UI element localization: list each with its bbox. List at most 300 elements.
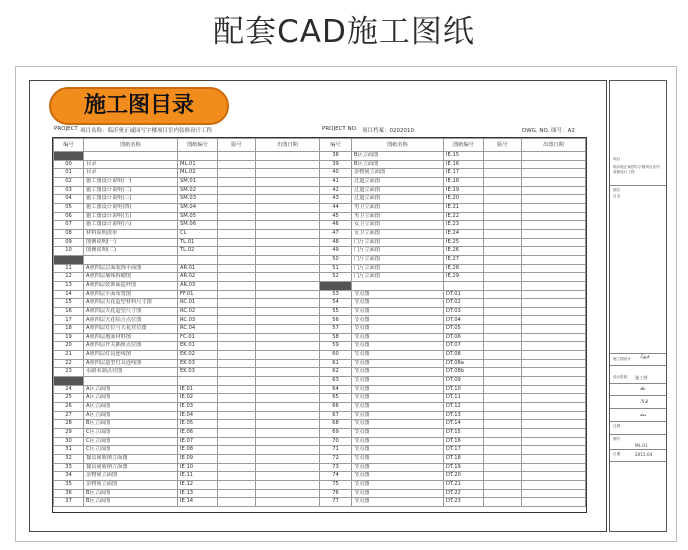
tb-company: 施工图设计 bbox=[613, 357, 631, 361]
row-date bbox=[522, 394, 586, 403]
row-date bbox=[256, 463, 320, 472]
row-drawing-name: 门厅立面图 bbox=[352, 238, 444, 247]
row-drawing-code: TL.01 bbox=[178, 238, 218, 247]
index-table-right bbox=[319, 138, 586, 507]
row-number: 01 bbox=[54, 169, 84, 178]
row-number: 65 bbox=[320, 394, 352, 403]
row-number: 09 bbox=[54, 238, 84, 247]
row-version bbox=[484, 169, 522, 178]
row-date bbox=[256, 212, 320, 221]
row-drawing-name: 过道立面图 bbox=[352, 195, 444, 204]
table-row bbox=[320, 446, 586, 455]
row-date bbox=[256, 152, 320, 161]
row-drawing-name: 节点图 bbox=[352, 489, 444, 498]
row-date bbox=[522, 169, 586, 178]
row-version bbox=[484, 472, 522, 481]
row-drawing-name: 过道立面图 bbox=[352, 177, 444, 186]
row-version bbox=[484, 446, 522, 455]
row-drawing-name: 女卫立面图 bbox=[352, 229, 444, 238]
table-row bbox=[54, 411, 320, 420]
row-version bbox=[218, 316, 256, 325]
row-drawing-code: IE.01 bbox=[178, 385, 218, 394]
row-drawing-code: DT.23 bbox=[444, 498, 484, 507]
row-version bbox=[218, 160, 256, 169]
row-number: 44 bbox=[320, 203, 352, 212]
row-drawing-name: A座四层灯具连线图 bbox=[84, 351, 178, 360]
row-number: 66 bbox=[320, 403, 352, 412]
row-drawing-name: 门厅立面图 bbox=[352, 247, 444, 256]
row-drawing-code: DT.22 bbox=[444, 489, 484, 498]
tb-drawing-no-value: ML.01 bbox=[635, 443, 648, 448]
row-number: 45 bbox=[320, 212, 352, 221]
row-drawing-code: FF.01 bbox=[178, 290, 218, 299]
row-number: 22 bbox=[54, 359, 84, 368]
row-date bbox=[522, 377, 586, 386]
row-date bbox=[256, 377, 320, 386]
row-date bbox=[522, 498, 586, 507]
row-drawing-code: DT.19 bbox=[444, 463, 484, 472]
table-row bbox=[320, 368, 586, 377]
row-drawing-code: IE.12 bbox=[178, 480, 218, 489]
row-date bbox=[256, 325, 320, 334]
row-drawing-name: 材料说明清单 bbox=[84, 229, 178, 238]
row-date bbox=[522, 316, 586, 325]
row-date bbox=[256, 359, 320, 368]
row-drawing-code: IE.25 bbox=[444, 238, 484, 247]
row-date bbox=[256, 368, 320, 377]
table-row bbox=[54, 264, 320, 273]
table-row bbox=[54, 385, 320, 394]
col-header-name: 图纸名称 bbox=[352, 139, 444, 152]
table-row bbox=[54, 212, 320, 221]
row-drawing-name: 节点图 bbox=[352, 290, 444, 299]
row-drawing-code: EK.02 bbox=[178, 351, 218, 360]
row-drawing-code: IE.07 bbox=[178, 437, 218, 446]
row-date bbox=[256, 255, 320, 264]
row-version bbox=[484, 281, 522, 290]
row-drawing-name: A区立面图 bbox=[84, 411, 178, 420]
row-date bbox=[256, 316, 320, 325]
row-date bbox=[256, 472, 320, 481]
row-drawing-code: IE.19 bbox=[444, 186, 484, 195]
table-row bbox=[320, 429, 586, 438]
row-date bbox=[256, 307, 320, 316]
row-version bbox=[484, 385, 522, 394]
row-drawing-code: DT.07 bbox=[444, 342, 484, 351]
table-row bbox=[54, 429, 320, 438]
row-version bbox=[218, 212, 256, 221]
row-number: 59 bbox=[320, 342, 352, 351]
row-drawing-name: 杂物间立面图 bbox=[352, 169, 444, 178]
row-number: 55 bbox=[320, 307, 352, 316]
row-date bbox=[256, 177, 320, 186]
header-project-no-label: PROJECT NO. bbox=[322, 126, 358, 132]
row-drawing-code: IE.15 bbox=[444, 152, 484, 161]
table-row bbox=[54, 255, 320, 264]
row-version bbox=[484, 333, 522, 342]
tb-drawing-value: 目录 bbox=[613, 194, 621, 198]
row-drawing-code: EK.01 bbox=[178, 342, 218, 351]
tb-date-value: 2015.04 bbox=[635, 452, 653, 457]
row-drawing-code: RC.02 bbox=[178, 307, 218, 316]
tb-divider bbox=[610, 461, 666, 462]
table-row bbox=[320, 385, 586, 394]
row-drawing-name: C区立面图 bbox=[84, 437, 178, 446]
row-number: 21 bbox=[54, 351, 84, 360]
row-number: 32 bbox=[54, 454, 84, 463]
row-version bbox=[218, 342, 256, 351]
header-project: PROJECT bbox=[54, 126, 78, 132]
row-number: 02 bbox=[54, 177, 84, 186]
row-number: 33 bbox=[54, 463, 84, 472]
row-drawing-code: IE.22 bbox=[444, 212, 484, 221]
row-drawing-name: 节点图 bbox=[352, 498, 444, 507]
header-project-no: 项目档案：0202010 bbox=[362, 128, 414, 134]
tb-project-label: 项目 bbox=[613, 157, 621, 161]
row-number: 12 bbox=[54, 273, 84, 282]
col-header-code: 图纸编号 bbox=[444, 139, 484, 152]
row-number: 13 bbox=[54, 281, 84, 290]
row-number: 06 bbox=[54, 212, 84, 221]
row-version bbox=[484, 480, 522, 489]
row-drawing-name: B区立面图 bbox=[352, 152, 444, 161]
row-drawing-name: A座四层总面装饰平面图 bbox=[84, 264, 178, 273]
table-row bbox=[54, 420, 320, 429]
row-number: 37 bbox=[54, 498, 84, 507]
row-drawing-name: 节点图 bbox=[352, 325, 444, 334]
table-row bbox=[320, 420, 586, 429]
row-drawing-code: DT.06 bbox=[444, 333, 484, 342]
row-drawing-name: 餐具间收纳立面图 bbox=[84, 463, 178, 472]
row-number: 70 bbox=[320, 437, 352, 446]
row-number: 54 bbox=[320, 299, 352, 308]
row-number: 35 bbox=[54, 480, 84, 489]
row-drawing-code: IE.03 bbox=[178, 403, 218, 412]
row-drawing-code: DT.18 bbox=[444, 454, 484, 463]
row-version bbox=[218, 463, 256, 472]
row-version bbox=[218, 385, 256, 394]
row-drawing-name: A座四层天花造型尺寸图 bbox=[84, 307, 178, 316]
table-row bbox=[320, 498, 586, 507]
table-row bbox=[320, 195, 586, 204]
row-number: 64 bbox=[320, 385, 352, 394]
table-row bbox=[54, 437, 320, 446]
row-number: 51 bbox=[320, 264, 352, 273]
tb-divider bbox=[610, 434, 666, 435]
row-drawing-name: 节点图 bbox=[352, 454, 444, 463]
table-row bbox=[320, 169, 586, 178]
row-number: 77 bbox=[320, 498, 352, 507]
table-row bbox=[320, 212, 586, 221]
table-row bbox=[320, 238, 586, 247]
row-drawing-name: 施工图设计说明(四) bbox=[84, 203, 178, 212]
table-row bbox=[320, 394, 586, 403]
row-number: 25 bbox=[54, 394, 84, 403]
row-drawing-code: SM.06 bbox=[178, 221, 218, 230]
row-version bbox=[218, 480, 256, 489]
row-date bbox=[522, 429, 586, 438]
row-drawing-name: 节点图 bbox=[352, 403, 444, 412]
row-drawing-code: DT.08 bbox=[444, 351, 484, 360]
row-drawing-code bbox=[178, 377, 218, 386]
row-drawing-name: 节点图 bbox=[352, 472, 444, 481]
table-row bbox=[54, 333, 320, 342]
row-drawing-code: DT.04 bbox=[444, 316, 484, 325]
table-row bbox=[54, 394, 320, 403]
row-drawing-name: B区立面图 bbox=[352, 160, 444, 169]
row-drawing-code: DT.21 bbox=[444, 480, 484, 489]
row-date bbox=[256, 420, 320, 429]
row-drawing-name: 门厅立面图 bbox=[352, 273, 444, 282]
row-version bbox=[484, 186, 522, 195]
row-drawing-code: IE.14 bbox=[178, 498, 218, 507]
tb-date-label: 日期 bbox=[613, 452, 621, 456]
row-date bbox=[256, 290, 320, 299]
row-drawing-name: 节点图 bbox=[352, 299, 444, 308]
row-drawing-name: A区立面图 bbox=[84, 394, 178, 403]
row-version bbox=[218, 359, 256, 368]
table-row bbox=[320, 186, 586, 195]
row-drawing-code: RC.04 bbox=[178, 325, 218, 334]
row-date bbox=[522, 229, 586, 238]
table-row bbox=[320, 342, 586, 351]
row-number: 42 bbox=[320, 186, 352, 195]
row-drawing-code: DT.02 bbox=[444, 299, 484, 308]
row-number: 11 bbox=[54, 264, 84, 273]
row-drawing-code: IE.23 bbox=[444, 221, 484, 230]
row-drawing-name: 餐具间收纳立面图 bbox=[84, 454, 178, 463]
row-number: 46 bbox=[320, 221, 352, 230]
row-number: 49 bbox=[320, 247, 352, 256]
row-date bbox=[522, 325, 586, 334]
row-version bbox=[218, 429, 256, 438]
table-row bbox=[54, 498, 320, 507]
col-header-date: 出图日期 bbox=[256, 139, 320, 152]
row-version bbox=[218, 203, 256, 212]
table-row bbox=[54, 472, 320, 481]
row-drawing-code: IE.20 bbox=[444, 195, 484, 204]
index-table-left bbox=[53, 138, 320, 507]
table-row bbox=[54, 238, 320, 247]
table-row bbox=[320, 325, 586, 334]
row-date bbox=[522, 454, 586, 463]
row-number bbox=[54, 255, 84, 264]
row-drawing-code: SM.02 bbox=[178, 186, 218, 195]
row-date bbox=[256, 437, 320, 446]
row-drawing-name: 节点图 bbox=[352, 463, 444, 472]
row-version bbox=[218, 247, 256, 256]
row-version bbox=[218, 221, 256, 230]
row-drawing-name: 目录 bbox=[84, 169, 178, 178]
table-row bbox=[320, 307, 586, 316]
table-row bbox=[54, 359, 320, 368]
row-drawing-name bbox=[352, 281, 444, 290]
row-number: 08 bbox=[54, 229, 84, 238]
row-number: 05 bbox=[54, 203, 84, 212]
title-block bbox=[609, 80, 667, 532]
row-drawing-code: DT.08a bbox=[444, 359, 484, 368]
table-row bbox=[54, 247, 320, 256]
row-version bbox=[484, 264, 522, 273]
row-version bbox=[484, 403, 522, 412]
row-drawing-code: IE.02 bbox=[178, 394, 218, 403]
row-drawing-name: 施工图设计说明(一) bbox=[84, 177, 178, 186]
row-number: 60 bbox=[320, 351, 352, 360]
row-version bbox=[218, 411, 256, 420]
row-version bbox=[218, 333, 256, 342]
row-date bbox=[522, 152, 586, 161]
signature-mark: 𝓁𝓌 bbox=[640, 386, 646, 392]
row-number: 38 bbox=[320, 152, 352, 161]
row-version bbox=[218, 255, 256, 264]
row-number: 23 bbox=[54, 368, 84, 377]
row-drawing-code: IE.27 bbox=[444, 255, 484, 264]
row-version bbox=[484, 498, 522, 507]
row-number: 76 bbox=[320, 489, 352, 498]
row-drawing-name: 节点图 bbox=[352, 307, 444, 316]
table-row bbox=[320, 333, 586, 342]
row-date bbox=[256, 498, 320, 507]
table-row bbox=[54, 351, 320, 360]
row-version bbox=[484, 229, 522, 238]
row-date bbox=[522, 359, 586, 368]
row-drawing-name: 节点图 bbox=[352, 446, 444, 455]
row-drawing-name: 节点图 bbox=[352, 342, 444, 351]
row-drawing-name: C区立面图 bbox=[84, 446, 178, 455]
tb-divider bbox=[610, 365, 666, 366]
row-drawing-name: 施工图设计说明(六) bbox=[84, 221, 178, 230]
row-drawing-code: TL.02 bbox=[178, 247, 218, 256]
row-drawing-name: C区立面图 bbox=[84, 429, 178, 438]
table-row bbox=[320, 351, 586, 360]
row-version bbox=[218, 177, 256, 186]
row-date bbox=[256, 342, 320, 351]
row-version bbox=[218, 238, 256, 247]
row-version bbox=[218, 498, 256, 507]
row-drawing-name: A座四层天花造型材料尺寸图 bbox=[84, 299, 178, 308]
row-date bbox=[522, 403, 586, 412]
row-date bbox=[256, 394, 320, 403]
row-date bbox=[522, 264, 586, 273]
table-row bbox=[320, 480, 586, 489]
table-row bbox=[54, 290, 320, 299]
row-number: 03 bbox=[54, 186, 84, 195]
row-date bbox=[256, 411, 320, 420]
row-date bbox=[256, 160, 320, 169]
row-number: 18 bbox=[54, 325, 84, 334]
row-drawing-code: DT.09 bbox=[444, 377, 484, 386]
row-drawing-name: 女卫立面图 bbox=[352, 221, 444, 230]
row-number: 15 bbox=[54, 299, 84, 308]
row-drawing-code: IE.26 bbox=[444, 247, 484, 256]
col-header-no: 编号 bbox=[54, 139, 84, 152]
row-date bbox=[256, 186, 320, 195]
table-row bbox=[54, 160, 320, 169]
header-project-name: 项目名称：临沂奥正诚园写字楼项目室内装修设计工程 bbox=[80, 128, 213, 134]
row-drawing-code: SM.03 bbox=[178, 195, 218, 204]
row-drawing-code: IE.17 bbox=[444, 169, 484, 178]
row-drawing-code: CL bbox=[178, 229, 218, 238]
table-row bbox=[54, 203, 320, 212]
row-date bbox=[522, 273, 586, 282]
row-date bbox=[522, 420, 586, 429]
row-drawing-code: DT.16 bbox=[444, 437, 484, 446]
table-row bbox=[54, 281, 320, 290]
row-date bbox=[522, 463, 586, 472]
table-row bbox=[54, 463, 320, 472]
row-version bbox=[218, 281, 256, 290]
signature-mark: ℋ𝓀 bbox=[640, 399, 648, 405]
table-row bbox=[54, 342, 320, 351]
row-drawing-code: RC.03 bbox=[178, 316, 218, 325]
table-row bbox=[54, 152, 320, 161]
row-number: 39 bbox=[320, 160, 352, 169]
row-drawing-code: EK.03 bbox=[178, 368, 218, 377]
row-date bbox=[522, 160, 586, 169]
row-version bbox=[484, 195, 522, 204]
table-row bbox=[54, 480, 320, 489]
row-drawing-name bbox=[84, 152, 178, 161]
row-version bbox=[484, 247, 522, 256]
row-date bbox=[256, 489, 320, 498]
row-version bbox=[484, 212, 522, 221]
tb-project-value: 临沂奥正诚园写字楼项目室内装修设计工程 bbox=[613, 165, 660, 174]
row-drawing-code: DT.10 bbox=[444, 385, 484, 394]
row-drawing-code: AR.01 bbox=[178, 264, 218, 273]
row-drawing-name: 节点图 bbox=[352, 333, 444, 342]
row-date bbox=[256, 480, 320, 489]
row-number: 19 bbox=[54, 333, 84, 342]
row-date bbox=[522, 255, 586, 264]
row-drawing-name: A座四层造型灯具连线图 bbox=[84, 359, 178, 368]
table-row bbox=[54, 186, 320, 195]
col-header-date: 出图日期 bbox=[522, 139, 586, 152]
row-number bbox=[320, 281, 352, 290]
row-number: 29 bbox=[54, 429, 84, 438]
row-drawing-code: ML.01 bbox=[178, 160, 218, 169]
row-number: 34 bbox=[54, 472, 84, 481]
table-row bbox=[320, 489, 586, 498]
row-number: 17 bbox=[54, 316, 84, 325]
table-row bbox=[54, 377, 320, 386]
row-number: 57 bbox=[320, 325, 352, 334]
row-number: 63 bbox=[320, 377, 352, 386]
header-dwg-no: DWG. NO. 图号：A2 bbox=[522, 128, 575, 134]
row-version bbox=[484, 299, 522, 308]
row-drawing-name: A座四层天花综合点位图 bbox=[84, 316, 178, 325]
row-number: 56 bbox=[320, 316, 352, 325]
row-date bbox=[256, 247, 320, 256]
row-version bbox=[218, 377, 256, 386]
row-drawing-code: DT.01 bbox=[444, 290, 484, 299]
table-row bbox=[320, 454, 586, 463]
row-drawing-code: SM.05 bbox=[178, 212, 218, 221]
row-version bbox=[218, 489, 256, 498]
row-number: 04 bbox=[54, 195, 84, 204]
row-version bbox=[484, 177, 522, 186]
row-drawing-code: FC.01 bbox=[178, 333, 218, 342]
table-row bbox=[320, 177, 586, 186]
row-version bbox=[218, 325, 256, 334]
row-drawing-code: DT.05 bbox=[444, 325, 484, 334]
table-row bbox=[54, 273, 320, 282]
row-drawing-code: SM.04 bbox=[178, 203, 218, 212]
table-row bbox=[54, 195, 320, 204]
row-date bbox=[256, 195, 320, 204]
table-row bbox=[54, 229, 320, 238]
row-version bbox=[484, 152, 522, 161]
row-drawing-code: AR.03 bbox=[178, 281, 218, 290]
